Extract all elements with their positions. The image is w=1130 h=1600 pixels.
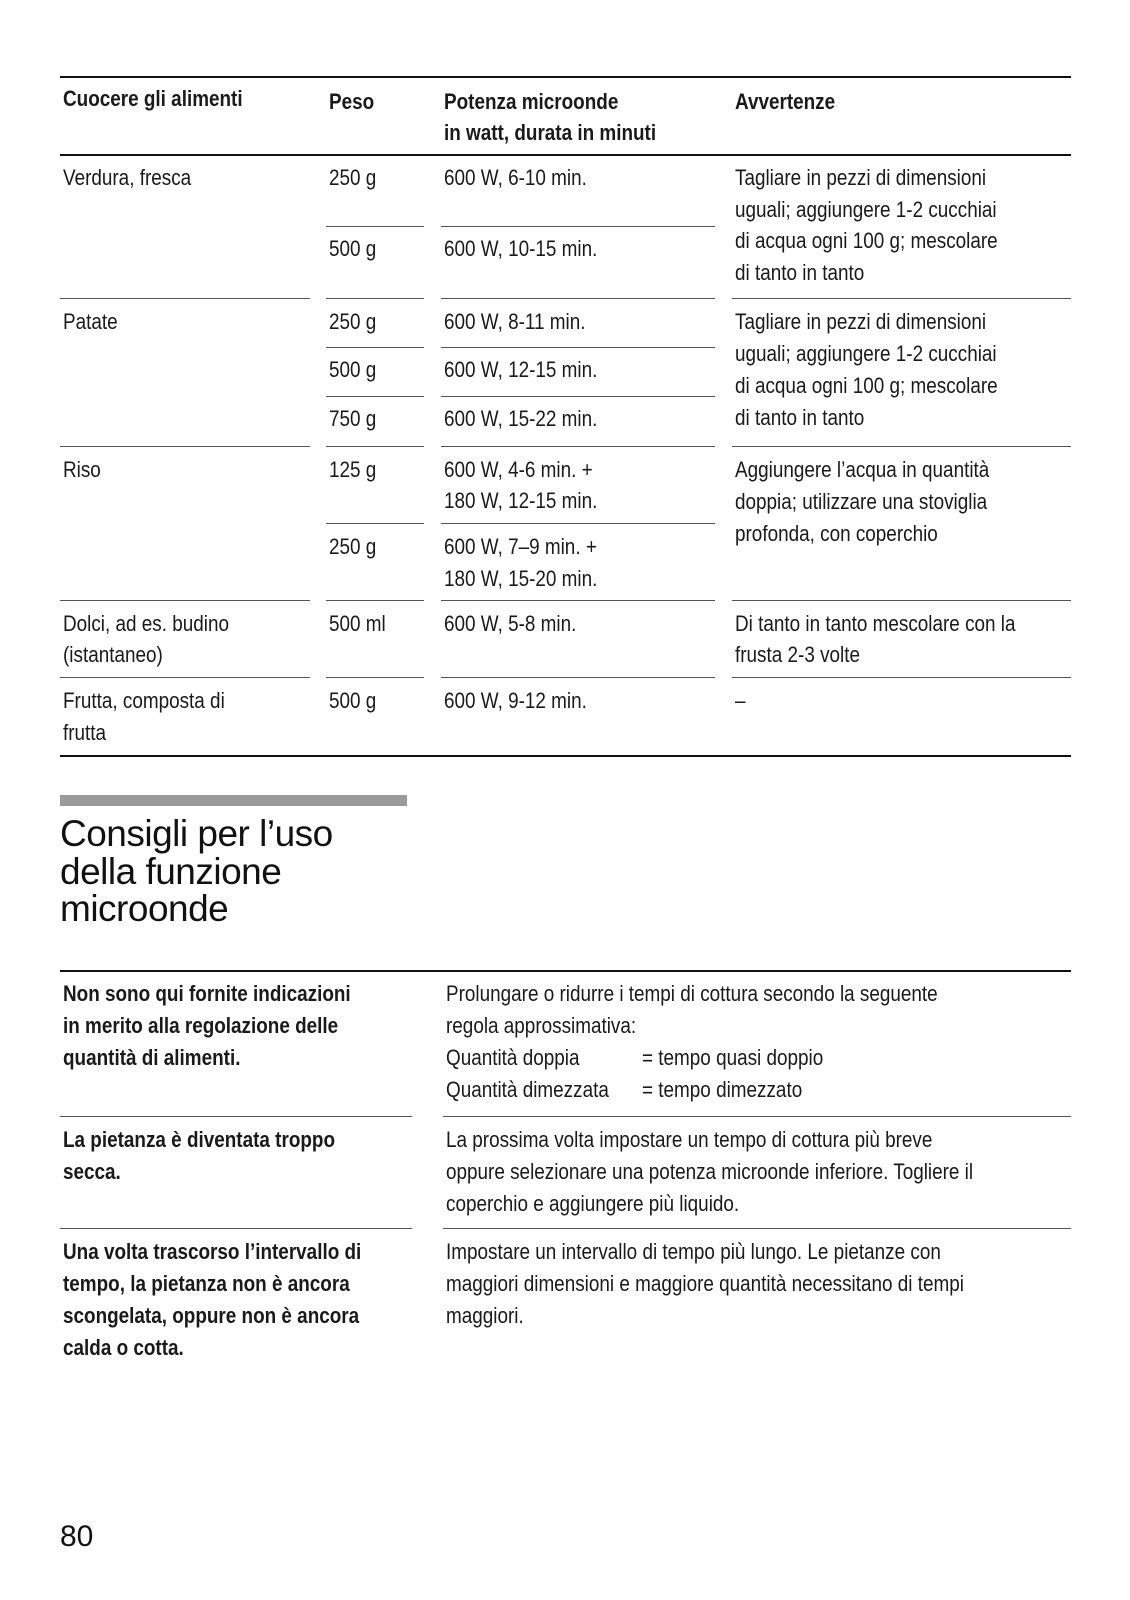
row-frutta-weight: 500 g — [329, 688, 377, 713]
tip-1-problem-2: in merito alla regolazione delle — [63, 1013, 339, 1038]
tips-top-rule — [60, 970, 1071, 972]
tip-2-problem-1: La pietanza è diventata troppo — [63, 1127, 336, 1152]
row-patate-power-3: 600 W, 15-22 min. — [444, 406, 598, 431]
tip-1-problem-1: Non sono qui fornite indicazioni — [63, 981, 351, 1006]
section-title-line-3: microonde — [60, 888, 229, 929]
row-patate-notes-2: uguali; aggiungere 1-2 cucchiai — [735, 341, 997, 366]
row-patate-weight-2: 500 g — [329, 357, 377, 382]
tip-rule — [60, 1116, 412, 1117]
row-riso-food: Riso — [63, 457, 101, 482]
row-verdura-food: Verdura, fresca — [63, 165, 192, 190]
tip-1-rule-2-label: Quantità dimezzata — [446, 1077, 609, 1102]
row-verdura-notes-4: di tanto in tanto — [735, 260, 865, 285]
section-title-line-1: Consigli per l’uso — [60, 813, 333, 854]
tip-rule — [443, 1228, 1071, 1229]
row-riso-power-1a: 600 W, 4-6 min. + — [444, 457, 593, 482]
header-food: Cuocere gli alimenti — [63, 86, 243, 111]
row-rule — [732, 677, 1071, 678]
row-riso-sub-rule-power — [441, 523, 715, 524]
section-title — [60, 815, 333, 928]
row-patate-sub-rule-power — [441, 396, 715, 397]
table-top-rule — [60, 76, 1071, 78]
header-power-line2: in watt, durata in minuti — [444, 120, 657, 145]
header-weight: Peso — [329, 89, 375, 114]
row-rule — [441, 446, 715, 447]
row-rule — [441, 677, 715, 678]
row-patate-power-1: 600 W, 8-11 min. — [444, 309, 586, 334]
row-rule — [60, 600, 310, 601]
row-dolci-notes-2: frusta 2-3 volte — [735, 642, 861, 667]
row-patate-notes-1: Tagliare in pezzi di dimensioni — [735, 309, 987, 334]
row-rule — [441, 298, 715, 299]
row-verdura-notes-2: uguali; aggiungere 1-2 cucchiai — [735, 197, 997, 222]
tip-3-solution-1: Impostare un intervallo di tempo più lungo. Le pietanze con — [446, 1239, 941, 1264]
row-frutta-power: 600 W, 9-12 min. — [444, 688, 587, 713]
tip-2-solution-3: coperchio e aggiungere più liquido. — [446, 1191, 740, 1216]
tip-2-solution-1: La prossima volta impostare un tempo di cottura più breve — [446, 1127, 933, 1152]
row-verdura-sub-rule-weight — [326, 226, 424, 227]
tip-2-solution-2: oppure selezionare una potenza microonde inferiore. Togliere il — [446, 1159, 974, 1184]
row-rule — [326, 446, 424, 447]
row-patate-food: Patate — [63, 309, 118, 334]
row-verdura-weight-1: 250 g — [329, 165, 377, 190]
row-rule — [732, 600, 1071, 601]
tip-3-problem-2: tempo, la pietanza non è ancora — [63, 1271, 350, 1296]
row-riso-notes-2: doppia; utilizzare una stoviglia — [735, 489, 988, 514]
row-rule — [326, 298, 424, 299]
header-notes: Avvertenze — [735, 89, 836, 114]
tip-3-solution-3: maggiori. — [446, 1303, 524, 1328]
row-rule — [60, 298, 310, 299]
section-title-line-2: della funzione — [60, 850, 282, 892]
row-verdura-power-2: 600 W, 10-15 min. — [444, 236, 598, 261]
row-verdura-sub-rule-power — [441, 226, 715, 227]
row-rule — [441, 600, 715, 601]
row-verdura-power-1: 600 W, 6-10 min. — [444, 165, 587, 190]
row-patate-sub-rule-power — [441, 347, 715, 348]
row-riso-weight-1: 125 g — [329, 457, 377, 482]
table-bottom-rule — [60, 755, 1071, 757]
tip-1-problem-3: quantità di alimenti. — [63, 1045, 241, 1070]
tip-1-solution-2: regola approssimativa: — [446, 1013, 637, 1038]
tip-1-rule-1-value: = tempo quasi doppio — [642, 1045, 824, 1070]
header-bottom-rule — [60, 154, 1071, 156]
row-rule — [732, 298, 1071, 299]
row-riso-notes-1: Aggiungere l’acqua in quantità — [735, 457, 990, 482]
section-marker-bar — [60, 795, 407, 806]
row-riso-weight-2: 250 g — [329, 534, 377, 559]
row-riso-power-1b: 180 W, 12-15 min. — [444, 488, 598, 513]
row-patate-sub-rule-weight — [326, 396, 424, 397]
tip-1-solution-1: Prolungare o ridurre i tempi di cottura secondo la seguente — [446, 981, 938, 1006]
row-patate-notes-4: di tanto in tanto — [735, 405, 865, 430]
row-riso-power-2b: 180 W, 15-20 min. — [444, 566, 598, 591]
row-patate-power-2: 600 W, 12-15 min. — [444, 357, 598, 382]
tip-rule — [443, 1116, 1071, 1117]
tip-1-rule-2-value: = tempo dimezzato — [642, 1077, 803, 1102]
row-patate-sub-rule-weight — [326, 347, 424, 348]
tip-1-rule-1-label: Quantità doppia — [446, 1045, 580, 1070]
row-dolci-power: 600 W, 5-8 min. — [444, 611, 577, 636]
tip-3-problem-1: Una volta trascorso l’intervallo di — [63, 1239, 362, 1264]
header-power-line1: Potenza microonde — [444, 89, 619, 114]
row-dolci-food-1: Dolci, ad es. budino — [63, 611, 230, 636]
row-rule — [732, 446, 1071, 447]
row-dolci-weight: 500 ml — [329, 611, 386, 636]
row-verdura-weight-2: 500 g — [329, 236, 377, 261]
row-riso-power-2a: 600 W, 7–9 min. + — [444, 534, 597, 559]
row-rule — [60, 677, 310, 678]
tip-3-solution-2: maggiori dimensioni e maggiore quantità necessitano di tempi — [446, 1271, 964, 1296]
row-patate-weight-1: 250 g — [329, 309, 377, 334]
tip-2-problem-2: secca. — [63, 1159, 121, 1184]
page-number: 80 — [60, 1520, 94, 1553]
row-verdura-notes-3: di acqua ogni 100 g; mescolare — [735, 228, 998, 253]
row-verdura-notes-1: Tagliare in pezzi di dimensioni — [735, 165, 987, 190]
row-rule — [60, 446, 310, 447]
tip-3-problem-4: calda o cotta. — [63, 1335, 184, 1360]
row-patate-notes-3: di acqua ogni 100 g; mescolare — [735, 373, 998, 398]
row-frutta-notes: – — [735, 688, 746, 713]
row-rule — [326, 600, 424, 601]
row-frutta-food-2: frutta — [63, 720, 107, 745]
row-rule — [326, 677, 424, 678]
row-patate-weight-3: 750 g — [329, 406, 377, 431]
tip-3-problem-3: scongelata, oppure non è ancora — [63, 1303, 360, 1328]
row-riso-sub-rule-weight — [326, 523, 424, 524]
row-riso-notes-3: profonda, con coperchio — [735, 521, 938, 546]
row-dolci-food-2: (istantaneo) — [63, 642, 163, 667]
row-dolci-notes-1: Di tanto in tanto mescolare con la — [735, 611, 1016, 636]
row-frutta-food-1: Frutta, composta di — [63, 688, 225, 713]
tip-rule — [60, 1228, 412, 1229]
